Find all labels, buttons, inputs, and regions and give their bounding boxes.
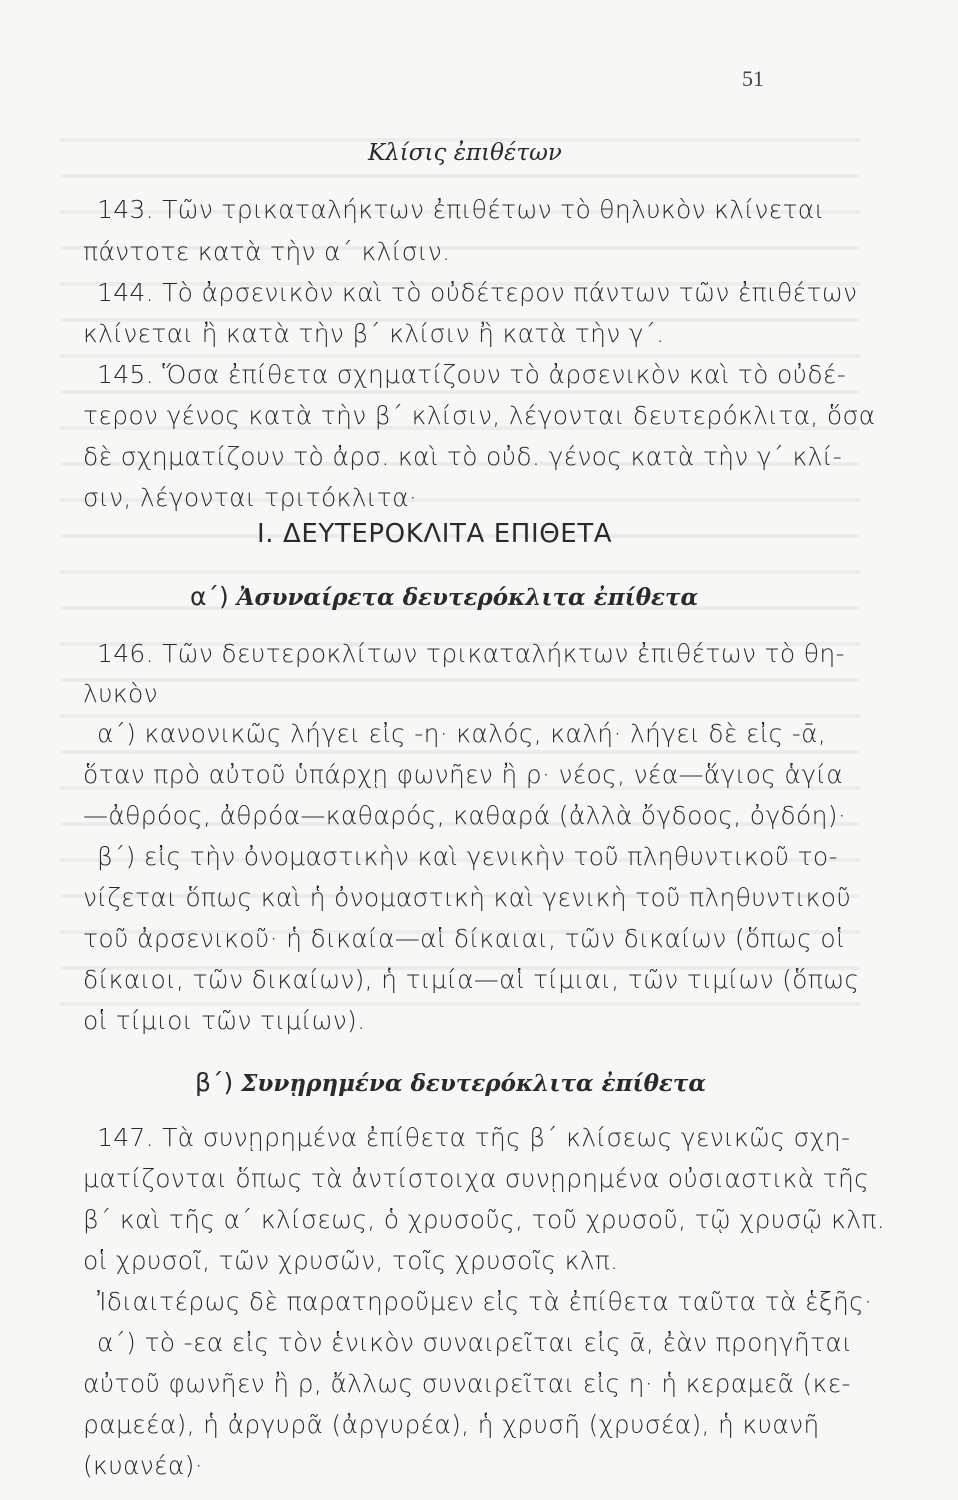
paragraph-145-line-3: δὲ σχηματίζουν τὸ ἀρσ. καὶ τὸ οὐδ. γένος κατὰ τὴν γ΄ κλί-	[83, 442, 843, 471]
paragraph-146-line-9: δίκαιοι, τῶν δικαίων), ἡ τιμία—αἱ τίμιαι, τῶν τιμίων (ὅπως	[83, 965, 860, 994]
subheading-a-label: α΄)	[190, 582, 229, 611]
subheading-b-text: Συνῃρημένα δευτερόκλιτα ἐπίθετα	[241, 1070, 707, 1097]
paragraph-145-line-1: 145. Ὅσα ἐπίθετα σχηματίζουν τὸ ἀρσενικὸν καὶ τὸ οὐδέ-	[97, 360, 847, 389]
paragraph-147-line-8: ραμεέα), ἡ ἀργυρᾶ (ἀργυρέα), ἡ χρυσῆ (χρυσέα), ἡ κυανῆ	[83, 1410, 820, 1439]
paragraph-145-line-4: σιν, λέγονται τριτόκλιτα·	[83, 483, 418, 512]
paragraph-147-line-7: αὐτοῦ φωνῆεν ἢ ρ, ἄλλως συναιρεῖται εἰς η· ἡ κεραμεᾶ (κε-	[83, 1369, 851, 1398]
paragraph-147-line-6: α΄) τὸ -εα εἰς τὸν ἑνικὸν συναιρεῖται εἰς ᾱ, ἐὰν προηγῆται	[97, 1328, 853, 1357]
paragraph-146-line-8: τοῦ ἀρσενικοῦ· ἡ δικαία—αἱ δίκαιαι, τῶν δικαίων (ὅπως οἱ	[83, 924, 845, 953]
page-number: 51	[742, 66, 764, 91]
paragraph-146-line-5: —ἀθρόος, ἀθρόα—καθαρός, καθαρά (ἀλλὰ ὄγδοος, ὀγδόη)·	[83, 801, 847, 830]
paragraph-146-line-1: 146. Τῶν δευτεροκλίτων τρικαταλήκτων ἐπιθέτων τὸ θη-	[97, 639, 845, 668]
paragraph-147-line-1: 147. Τὰ συνῃρημένα ἐπίθετα τῆς β΄ κλίσεως γενικῶς σχη-	[97, 1123, 851, 1152]
section-title: I. ΔΕΥΤΕΡΟΚΛΙΤΑ ΕΠΙΘΕΤΑ	[257, 519, 613, 549]
paragraph-145-line-2: τερον γένος κατὰ τὴν β΄ κλίσιν, λέγονται δευτερόκλιτα, ὅσα	[83, 401, 876, 430]
subheading-b	[195, 1068, 706, 1097]
paragraph-144-line-2: κλίνεται ἢ κατὰ τὴν β΄ κλίσιν ἢ κατὰ τὴν γ΄.	[83, 319, 665, 348]
paragraph-146-line-6: β΄) εἰς τὴν ὀνομαστικὴν καὶ γενικὴν τοῦ πληθυντικοῦ το-	[97, 842, 838, 871]
paragraph-147-line-9: (κυανέα)·	[83, 1451, 203, 1480]
paragraph-143-line-1: 143. Τῶν τρικαταλήκτων ἐπιθέτων τὸ θηλυκὸν κλίνεται	[97, 195, 825, 224]
paragraph-146-line-3: α΄) κανονικῶς λήγει εἰς -η· καλός, καλή· λήγει δὲ εἰς -ᾱ,	[97, 719, 827, 748]
paragraph-146-line-7: νίζεται ὅπως καὶ ἡ ὀνομαστικὴ καὶ γενικὴ τοῦ πληθυντικοῦ	[83, 883, 852, 912]
paragraph-147-line-5: Ἰδιαιτέρως δὲ παρατηροῦμεν εἰς τὰ ἐπίθετα ταῦτα τὰ ἑξῆς·	[97, 1287, 873, 1316]
paragraph-147-line-4: οἱ χρυσοῖ, τῶν χρυσῶν, τοῖς χρυσοῖς κλπ.	[83, 1246, 619, 1275]
subheading-a-text: Ἀσυναίρετα δευτερόκλιτα ἐπίθετα	[236, 584, 699, 611]
paragraph-144-line-1: 144. Τὸ ἀρσενικὸν καὶ τὸ οὐδέτερον πάντων τῶν ἐπιθέτων	[97, 278, 858, 307]
paragraph-146-line-10: οἱ τίμιοι τῶν τιμίων).	[83, 1006, 366, 1035]
paragraph-147-line-3: β΄ καὶ τῆς α΄ κλίσεως, ὁ χρυσοῦς, τοῦ χρυσοῦ, τῷ χρυσῷ κλπ.	[83, 1205, 885, 1234]
paragraph-146-line-2: λυκὸν	[83, 679, 158, 708]
subheading-b-label: β΄)	[195, 1068, 234, 1097]
paragraph-146-line-4: ὅταν πρὸ αὐτοῦ ὑπάρχῃ φωνῆεν ἢ ρ· νέος, νέα—ἅγιος ἁγία	[83, 760, 844, 789]
paragraph-143-line-2: πάντοτε κατὰ τὴν α΄ κλίσιν.	[83, 237, 451, 266]
section-header: Κλίσις ἐπιθέτων	[368, 140, 562, 166]
paragraph-147-line-2: ματίζονται ὅπως τὰ ἀντίστοιχα συνῃρημένα οὐσιαστικὰ τῆς	[83, 1164, 870, 1193]
subheading-a	[190, 582, 698, 611]
